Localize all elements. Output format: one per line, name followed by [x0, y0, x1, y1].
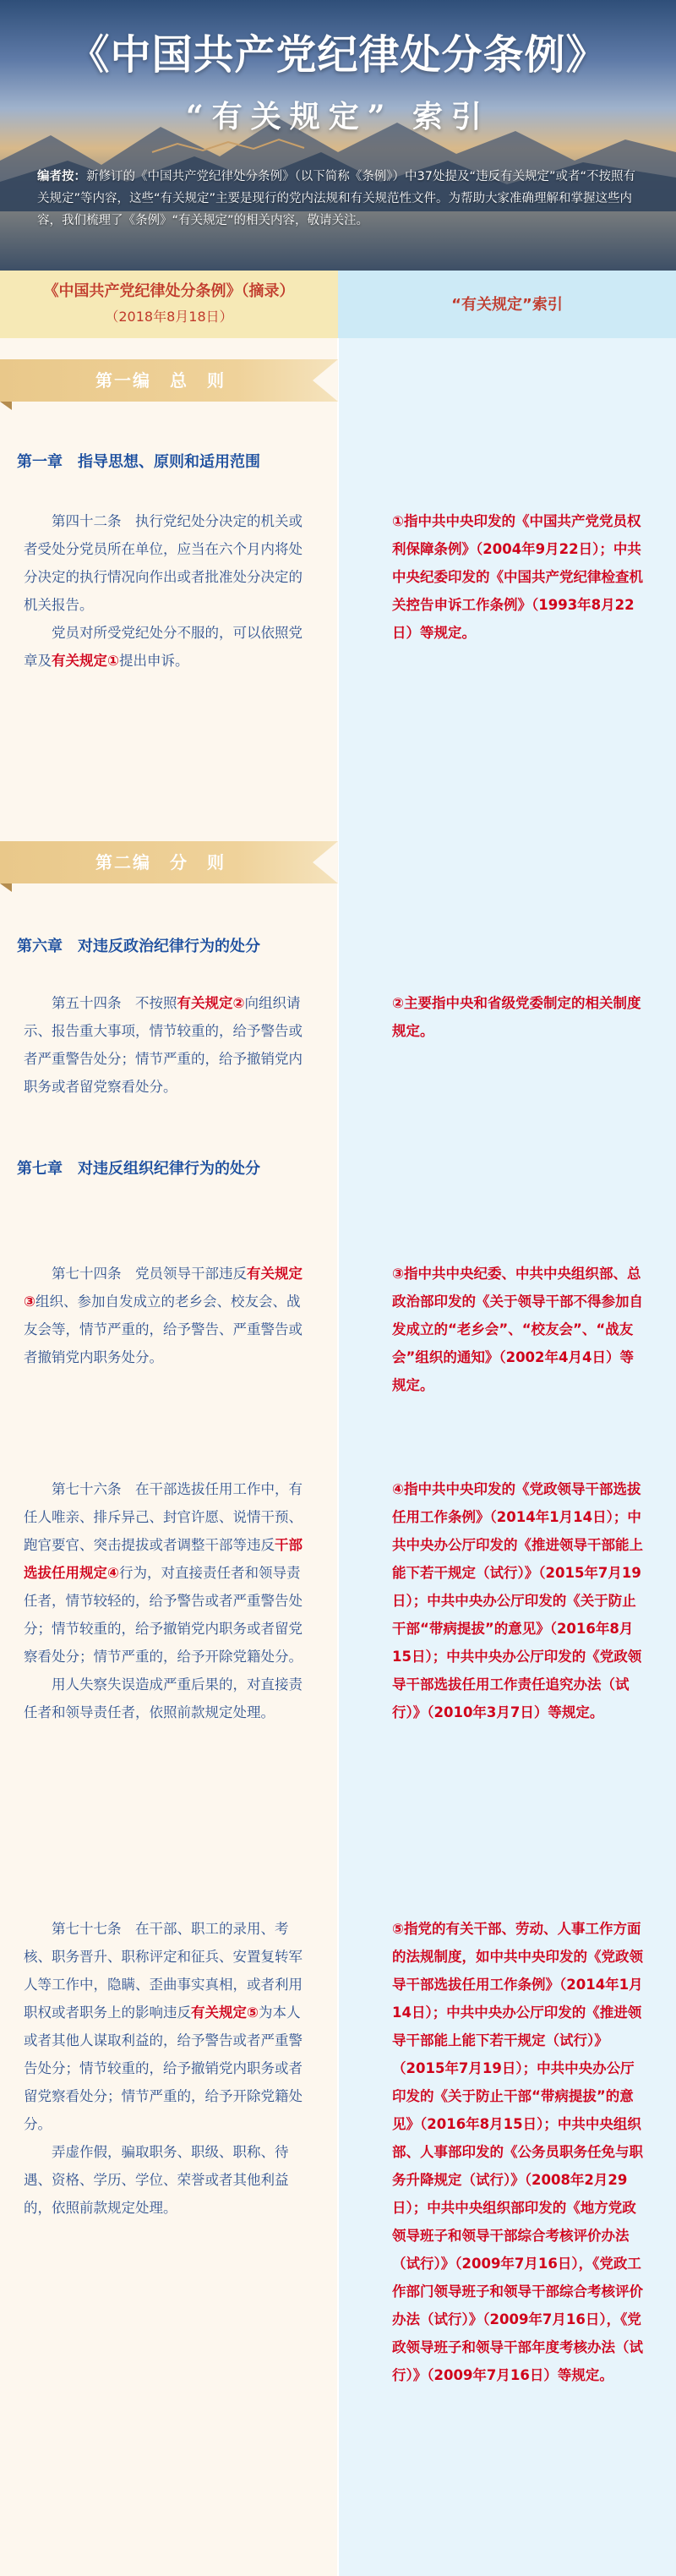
article-54-para	[24, 989, 313, 1101]
editor-note-text: 新修订的《中国共产党纪律处分条例》（以下简称《条例》）中37处提及“违反有关规定”或者“不按照有关规定”等内容，这些“有关规定”主要是现行的党内法规和有关规范性文件。为帮助大家准确理解和掌握这些内容，我们梳理了《条例》“有关规定”的相关内容，敬请关注。	[37, 170, 635, 227]
part-title-2: 第二编 分 则	[95, 852, 226, 872]
ribbon-fold-1	[0, 402, 12, 410]
left-column-header	[0, 271, 338, 338]
article-77-para-1	[24, 1915, 313, 2138]
article-74-para	[24, 1260, 313, 1371]
chapter-1-heading: 第一章 指导思想、原则和适用范围	[17, 453, 260, 471]
article-42-para-2	[24, 619, 313, 675]
article-42	[24, 507, 313, 675]
index-entry-2: ②主要指中央和省级党委制定的相关制度规定。	[392, 995, 641, 1039]
index-entry-1: ①指中共中央印发的《中国共产党党员权利保障条例》（2004年9月22日）；中共中央纪委印发的《中国共产党纪律检查机关控告申诉工作条例》（1993年8月22日）等规定。	[392, 513, 643, 641]
index-entry-3: ③指中共中央纪委、中共中央组织部、总政治部印发的《关于领导干部不得参加自发成立的“老乡会”、“校友会”、“战友会”组织的通知》（2002年4月4日）等规定。	[392, 1266, 643, 1393]
chapter-6-heading: 第六章 对违反政治纪律行为的处分	[17, 938, 260, 955]
article-76-para-1	[24, 1475, 313, 1671]
article-76-text-b: 行为，对直接责任者和领导责任者，情节较轻的，给予警告或者严重警告处分；情节较重的，给予撤销党内职务或者留党察看处分；情节严重的，给予开除党籍处分。	[24, 1565, 303, 1665]
article-74-text-b: 组织、参加自发成立的老乡会、校友会、战友会等，情节严重的，给予警告、严重警告或者撤销党内职务处分。	[24, 1293, 303, 1365]
article-77-para-2: 弄虚作假，骗取职务、职级、职称、待遇、资格、学历、学位、荣誉或者其他利益的，依照前款规定处理。	[24, 2144, 289, 2216]
left-column-title: 《中国共产党纪律处分条例》（摘录）	[43, 282, 295, 300]
article-77	[24, 1915, 313, 2222]
article-54	[24, 989, 313, 1101]
ref-marker-4: 干部选拔任用规定④	[24, 1537, 303, 1581]
column-divider	[337, 338, 339, 2576]
left-column-date: （2018年8月18日）	[105, 309, 233, 325]
article-42-text-b: 提出申诉。	[118, 653, 189, 669]
ref-marker-3: 有关规定③	[24, 1266, 303, 1310]
page-subtitle: “有关规定” 索引	[186, 99, 490, 134]
article-77-text-b: 为本人或者其他人谋取利益的，给予警告或者严重警告处分；情节较重的，给予撤销党内职务或者留党察看处分；情节严重的，给予开除党籍处分。	[24, 2004, 303, 2132]
article-74-text-a: 第七十四条 党员领导干部违反	[52, 1266, 247, 1282]
ref-marker-2: 有关规定②	[177, 995, 245, 1011]
article-76	[24, 1475, 313, 1726]
index-entry-4: ④指中共中央印发的《党政领导干部选拔任用工作条例》（2014年1月14日）；中共中央办公厅印发的《推进领导干部能上能下若干规定（试行）》（2015年7月19日）；中共中央办公厅印发的《关于防止干部“带病提拔”的意见》（2016年8月15日）；中共中央办公厅印发的《党政领导干部选拔任用工作责任追究办法（试行）》（2010年3月7日）等规定。	[392, 1481, 643, 1720]
ref-marker-1: 有关规定①	[52, 653, 119, 669]
article-42-text-a: 党员对所受党纪处分不服的，可以依照党章及	[24, 625, 303, 669]
editor-note	[37, 166, 639, 232]
article-74	[24, 1260, 313, 1371]
right-column-header	[338, 271, 676, 338]
article-42-para-1: 第四十二条 执行党纪处分决定的机关或者受处分党员所在单位，应当在六个月内将处分决定的执行情况向作出或者批准处分决定的机关报告。	[24, 513, 303, 613]
article-54-text-b: 向组织请示、报告重大事项，情节较重的，给予警告或者严重警告处分；情节严重的，给予撤销党内职务或者留党察看处分。	[24, 995, 303, 1095]
article-76-text-a: 第七十六条 在干部选拔任用工作中，有任人唯亲、排斥异己、封官许愿、说情干预、跑官要官、突击提拔或者调整干部等违反	[24, 1481, 303, 1553]
header-banner	[0, 0, 676, 271]
index-entry-5: ⑤指党的有关干部、劳动、人事工作方面的法规制度，如中共中央印发的《党政领导干部选拔任用工作条例》（2014年1月14日）；中共中央办公厅印发的《推进领导干部能上能下若干规定（试行）》（2015年7月19日）；中共中央办公厅印发的《关于防止干部“带病提拔”的意见》（2016年8月15日）；中共中央组织部、人事部印发的《公务员职务任免与职务升降规定（试行）》（2008年2月29日）；中共中央组织部印发的《地方党政领导班子和领导干部综合考核评价办法（试行）》（2009年7月16日），《党政工作部门领导班子和领导干部综合考核评价办法（试行）》（2009年7月16日），《党政领导班子和领导干部年度考核办法（试行）》（2009年7月16日）等规定。	[392, 1921, 643, 2383]
part-title-1: 第一编 总 则	[95, 370, 226, 391]
chapter-7-heading: 第七章 对违反组织纪律行为的处分	[17, 1160, 260, 1178]
right-column-title: “有关规定”索引	[451, 296, 563, 314]
part-ribbon-1	[0, 359, 338, 402]
editor-note-label: 编者按：	[37, 170, 86, 183]
ribbon-fold-2	[0, 883, 12, 892]
page-title: 《中国共产党纪律处分条例》	[68, 31, 608, 79]
article-77-text-a: 第七十七条 在干部、职工的录用、考核、职务晋升、职称评定和征兵、安置复转军人等工作中，隐瞒、歪曲事实真相，或者利用职权或者职务上的影响违反	[24, 1921, 303, 2021]
part-ribbon-2	[0, 841, 338, 883]
ref-marker-5: 有关规定⑤	[191, 2004, 259, 2021]
article-54-text-a: 第五十四条 不按照	[52, 995, 177, 1011]
article-76-para-2: 用人失察失误造成严重后果的，对直接责任者和领导责任者，依照前款规定处理。	[24, 1676, 303, 1720]
